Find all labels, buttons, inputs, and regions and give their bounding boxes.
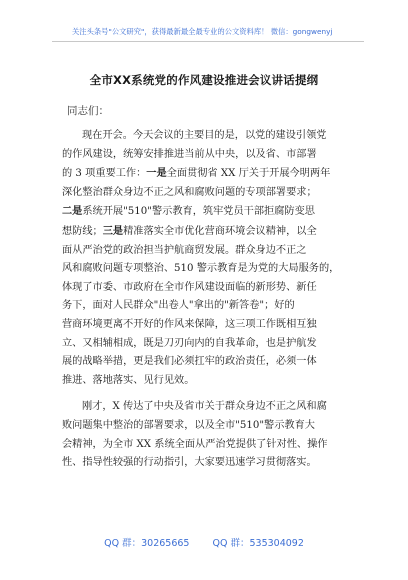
paragraph-line: 推进、落地落实、见行见效。 [62, 374, 195, 386]
paragraph-line: 的作风建设，统筹安排推进当前从中央，以及省、市部署 [62, 148, 317, 160]
header-divider [52, 41, 364, 42]
paragraph-line: 刚才，X 传达了中央及省市关于群众身边不正之风和腐 [82, 401, 327, 413]
emphasis-third: 三是 [102, 224, 124, 237]
paragraph-line: 展的战略举措，更是我们必须扛牢的政治责任，必须一体 [62, 356, 317, 368]
paragraph-line: 务下，面对人民群众"出卷人"拿出的"新答卷"；好的 [62, 300, 295, 312]
paragraph-line: 营商环境更离不开好的作风来保障，这三项工作既相互独 [62, 318, 317, 330]
paragraph-line [62, 164, 344, 184]
text-run: 的 3 项重要工作： [62, 168, 147, 180]
qq-group-2: QQ 群：535304092 [212, 538, 304, 549]
paragraph-line: 败问题集中整治的部署要求，以及全市"510"警示教育大 [62, 419, 315, 431]
paragraph-line: 性、指导性较强的行动指引，大家要迅速学习贯彻落实。 [62, 457, 317, 469]
text-run: 全面贯彻省 XX 厅关于开展今明两年 [166, 168, 331, 180]
text-run: 想防线； [62, 225, 103, 237]
document-title: 全市XX系统党的作风建设推进会议讲话提纲 [89, 73, 319, 87]
paragraph-line: 会精神，为全市 XX 系统全面从严治党提供了针对性、操作 [62, 438, 328, 450]
paragraph-line: 立、又相辅相成，既是刀刃向内的自我革命，也是护航发 [62, 337, 317, 349]
salutation: 同志们： [67, 105, 109, 117]
emphasis-first: 一是 [146, 167, 167, 180]
paragraph-line: 深化整治群众身边不正之风和腐败问题的专项部署要求； [62, 186, 317, 198]
paragraph-line: 现在开会。今天会议的主要目的是，以党的建设引领党 [82, 130, 327, 141]
paragraph-line [62, 202, 344, 222]
qq-group-1: QQ 群：30265665 [104, 538, 190, 549]
document-body [62, 127, 344, 473]
text-run: 精准落实全市优化营商环境会议精神，以全 [123, 225, 317, 237]
paragraph-line: 体现了市委、市政府在全市作风建设面临的新形势、新任 [62, 281, 317, 293]
paragraph-1 [62, 127, 344, 390]
paragraph-line [62, 222, 344, 242]
paragraph-line: 面从严治党的政治担当护航商贸发展。群众身边不正之 [62, 244, 307, 256]
footer-contact [0, 535, 408, 549]
paragraph-2 [62, 398, 344, 472]
emphasis-second: 二是 [62, 205, 83, 218]
text-run: 系统开展"510"警示教育，筑牢党员干部拒腐防变思 [82, 206, 315, 218]
paragraph-line: 风和腐败问题专项整治、510 警示教育是为党的大局服务的， [62, 263, 340, 275]
header-note: 关注头条号"公文研究"，获得最新最全最专业的公文资料库！ 微信：gongwenyj [72, 27, 333, 36]
